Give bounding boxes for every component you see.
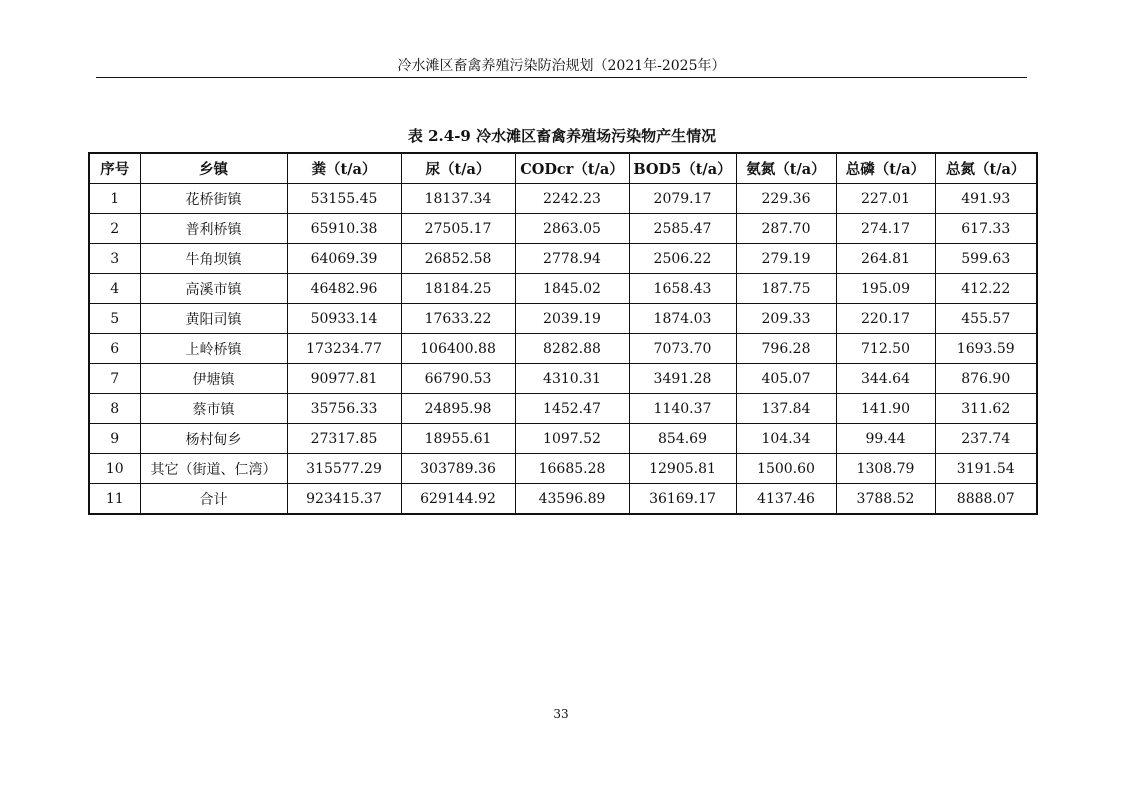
cell-bod5: 36169.17: [629, 484, 736, 515]
cell-index: 5: [89, 304, 140, 334]
cell-manure: 315577.29: [287, 454, 401, 484]
cell-township: 蔡市镇: [140, 394, 287, 424]
table-body: [89, 184, 1037, 515]
table-header-row: [89, 153, 1037, 184]
cell-ammonia: 137.84: [736, 394, 836, 424]
cell-urine: 26852.58: [401, 244, 515, 274]
cell-codcr: 16685.28: [515, 454, 629, 484]
cell-township: 上岭桥镇: [140, 334, 287, 364]
cell-manure: 53155.45: [287, 184, 401, 214]
table-row: [89, 214, 1037, 244]
cell-manure: 27317.85: [287, 424, 401, 454]
cell-index: 10: [89, 454, 140, 484]
cell-codcr: 4310.31: [515, 364, 629, 394]
cell-total-phosphorus: 141.90: [836, 394, 935, 424]
cell-total-nitrogen: 876.90: [935, 364, 1037, 394]
column-header-township: 乡镇: [140, 153, 287, 184]
cell-codcr: 2039.19: [515, 304, 629, 334]
table-row: [89, 184, 1037, 214]
cell-bod5: 2585.47: [629, 214, 736, 244]
table-row: [89, 274, 1037, 304]
cell-bod5: 1140.37: [629, 394, 736, 424]
cell-index: 9: [89, 424, 140, 454]
cell-total-nitrogen: 8888.07: [935, 484, 1037, 515]
cell-index: 7: [89, 364, 140, 394]
cell-urine: 17633.22: [401, 304, 515, 334]
cell-ammonia: 229.36: [736, 184, 836, 214]
cell-codcr: 1845.02: [515, 274, 629, 304]
cell-total-nitrogen: 1693.59: [935, 334, 1037, 364]
cell-ammonia: 279.19: [736, 244, 836, 274]
cell-urine: 18137.34: [401, 184, 515, 214]
table-row: [89, 394, 1037, 424]
cell-total-phosphorus: 712.50: [836, 334, 935, 364]
header-rule: [96, 77, 1027, 78]
cell-total-nitrogen: 3191.54: [935, 454, 1037, 484]
column-header-urine: 尿（t/a）: [401, 153, 515, 184]
cell-ammonia: 287.70: [736, 214, 836, 244]
cell-bod5: 1658.43: [629, 274, 736, 304]
cell-manure: 35756.33: [287, 394, 401, 424]
cell-urine: 27505.17: [401, 214, 515, 244]
cell-ammonia: 405.07: [736, 364, 836, 394]
cell-total-nitrogen: 412.22: [935, 274, 1037, 304]
cell-total-nitrogen: 617.33: [935, 214, 1037, 244]
cell-bod5: 2079.17: [629, 184, 736, 214]
cell-total-phosphorus: 195.09: [836, 274, 935, 304]
cell-bod5: 1874.03: [629, 304, 736, 334]
table-row: [89, 424, 1037, 454]
running-header: 冷水滩区畜禽养殖污染防治规划（2021年-2025年）: [397, 58, 726, 74]
column-header-total-nitrogen: 总氮（t/a）: [935, 153, 1037, 184]
column-header-codcr: CODcr（t/a）: [515, 153, 629, 184]
cell-bod5: 12905.81: [629, 454, 736, 484]
cell-index: 8: [89, 394, 140, 424]
cell-codcr: 2863.05: [515, 214, 629, 244]
cell-manure: 90977.81: [287, 364, 401, 394]
cell-urine: 303789.36: [401, 454, 515, 484]
cell-total-phosphorus: 220.17: [836, 304, 935, 334]
table-caption: 表 2.4-9 冷水滩区畜禽养殖场污染物产生情况: [407, 127, 717, 145]
cell-urine: 66790.53: [401, 364, 515, 394]
cell-codcr: 1452.47: [515, 394, 629, 424]
cell-township: 其它（街道、仁湾）: [140, 454, 287, 484]
page-number: 33: [553, 707, 569, 721]
table-row: [89, 454, 1037, 484]
cell-index: 3: [89, 244, 140, 274]
table-row: [89, 244, 1037, 274]
cell-total-phosphorus: 227.01: [836, 184, 935, 214]
cell-manure: 173234.77: [287, 334, 401, 364]
cell-township: 合计: [140, 484, 287, 515]
cell-total-phosphorus: 99.44: [836, 424, 935, 454]
cell-township: 伊塘镇: [140, 364, 287, 394]
cell-urine: 106400.88: [401, 334, 515, 364]
cell-ammonia: 4137.46: [736, 484, 836, 515]
pollutant-table: [88, 152, 1038, 515]
cell-codcr: 1097.52: [515, 424, 629, 454]
cell-bod5: 2506.22: [629, 244, 736, 274]
cell-total-nitrogen: 491.93: [935, 184, 1037, 214]
cell-total-phosphorus: 344.64: [836, 364, 935, 394]
cell-manure: 923415.37: [287, 484, 401, 515]
cell-township: 杨村甸乡: [140, 424, 287, 454]
cell-index: 4: [89, 274, 140, 304]
cell-total-nitrogen: 311.62: [935, 394, 1037, 424]
cell-urine: 18184.25: [401, 274, 515, 304]
cell-codcr: 8282.88: [515, 334, 629, 364]
cell-manure: 65910.38: [287, 214, 401, 244]
table-row: [89, 304, 1037, 334]
cell-index: 1: [89, 184, 140, 214]
cell-bod5: 854.69: [629, 424, 736, 454]
cell-township: 牛角坝镇: [140, 244, 287, 274]
cell-bod5: 3491.28: [629, 364, 736, 394]
table-row: [89, 334, 1037, 364]
cell-manure: 50933.14: [287, 304, 401, 334]
cell-total-phosphorus: 274.17: [836, 214, 935, 244]
cell-ammonia: 796.28: [736, 334, 836, 364]
cell-total-phosphorus: 1308.79: [836, 454, 935, 484]
cell-ammonia: 104.34: [736, 424, 836, 454]
cell-ammonia: 187.75: [736, 274, 836, 304]
column-header-bod5: BOD5（t/a）: [629, 153, 736, 184]
column-header-ammonia: 氨氮（t/a）: [736, 153, 836, 184]
cell-codcr: 2242.23: [515, 184, 629, 214]
cell-index: 2: [89, 214, 140, 244]
cell-manure: 64069.39: [287, 244, 401, 274]
table-row: [89, 364, 1037, 394]
cell-total-nitrogen: 455.57: [935, 304, 1037, 334]
cell-index: 11: [89, 484, 140, 515]
column-header-index: 序号: [89, 153, 140, 184]
column-header-manure: 粪（t/a）: [287, 153, 401, 184]
cell-township: 高溪市镇: [140, 274, 287, 304]
cell-township: 普利桥镇: [140, 214, 287, 244]
cell-ammonia: 209.33: [736, 304, 836, 334]
column-header-total-phosphorus: 总磷（t/a）: [836, 153, 935, 184]
cell-urine: 18955.61: [401, 424, 515, 454]
table-row: [89, 484, 1037, 515]
cell-total-phosphorus: 3788.52: [836, 484, 935, 515]
cell-bod5: 7073.70: [629, 334, 736, 364]
cell-township: 花桥街镇: [140, 184, 287, 214]
cell-total-nitrogen: 237.74: [935, 424, 1037, 454]
cell-manure: 46482.96: [287, 274, 401, 304]
cell-urine: 24895.98: [401, 394, 515, 424]
cell-total-phosphorus: 264.81: [836, 244, 935, 274]
cell-index: 6: [89, 334, 140, 364]
cell-township: 黄阳司镇: [140, 304, 287, 334]
cell-total-nitrogen: 599.63: [935, 244, 1037, 274]
cell-codcr: 2778.94: [515, 244, 629, 274]
cell-urine: 629144.92: [401, 484, 515, 515]
cell-ammonia: 1500.60: [736, 454, 836, 484]
cell-codcr: 43596.89: [515, 484, 629, 515]
